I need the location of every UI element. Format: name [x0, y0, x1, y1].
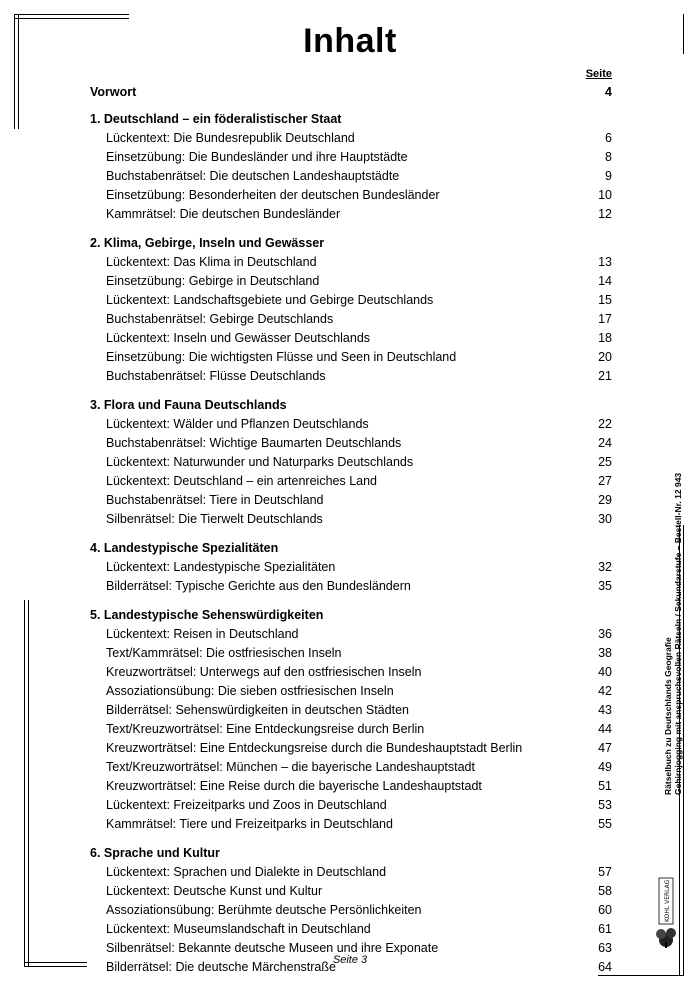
toc-entry-page: 55 — [598, 817, 612, 831]
toc-entry[interactable] — [90, 682, 612, 701]
toc-entry-page: 57 — [598, 865, 612, 879]
toc-entry-label: Lückentext: Deutsche Kunst und Kultur — [106, 884, 323, 898]
section-heading[interactable]: 3. Flora und Fauna Deutschlands — [90, 398, 287, 412]
toc-entry-label: Bilderrätsel: Typische Gerichte aus den Bundesländern — [106, 579, 411, 593]
toc-entry-label: Lückentext: Museumslandschaft in Deutschland — [106, 922, 371, 936]
tree-icon — [656, 928, 676, 948]
toc-entry-label: Assoziationsübung: Die sieben ostfriesischen Inseln — [106, 684, 394, 698]
toc-entry-page: 6 — [605, 131, 612, 145]
toc-section — [90, 105, 612, 224]
toc-entry-label: Einsetzübung: Die Bundesländer und ihre Hauptstädte — [106, 150, 408, 164]
publisher-logo-text: KOHL VERLAG — [664, 879, 671, 922]
toc-entry-label: Lückentext: Die Bundesrepublik Deutschland — [106, 131, 355, 145]
toc-entry-page: 44 — [598, 722, 612, 736]
toc-entry-page: 21 — [598, 369, 612, 383]
toc-entry-page: 49 — [598, 760, 612, 774]
section-heading[interactable]: 1. Deutschland – ein föderalistischer Staat — [90, 112, 342, 126]
toc-entry[interactable] — [90, 510, 612, 529]
toc-entry-page: 58 — [598, 884, 612, 898]
toc-entry-label: Buchstabenrätsel: Gebirge Deutschlands — [106, 312, 334, 326]
toc-entry[interactable] — [90, 253, 612, 272]
toc-entry[interactable] — [90, 863, 612, 882]
section-heading[interactable]: 4. Landestypische Spezialitäten — [90, 541, 279, 555]
toc-entry-page: 51 — [598, 779, 612, 793]
toc-entry-page: 9 — [605, 169, 612, 183]
toc-entry-page: 53 — [598, 798, 612, 812]
toc-entry-page: 36 — [598, 627, 612, 641]
toc-entry-page: 27 — [598, 474, 612, 488]
toc-entry-label: Kreuzworträtsel: Unterwegs auf den ostfriesischen Inseln — [106, 665, 422, 679]
toc-entry-page: 17 — [598, 312, 612, 326]
toc-entry-page: 32 — [598, 560, 612, 574]
toc-entry-label: Einsetzübung: Besonderheiten der deutschen Bundesländer — [106, 188, 440, 202]
page-column-header: Seite — [585, 68, 612, 80]
frame-right-vertical-inner — [683, 525, 684, 975]
toc-entry-page: 18 — [598, 331, 612, 345]
toc-entry[interactable] — [90, 739, 612, 758]
sidebar-publication-info — [663, 473, 683, 795]
toc-entry[interactable] — [90, 577, 612, 596]
toc-entry[interactable] — [90, 291, 612, 310]
frame-top-horizontal — [14, 14, 129, 15]
toc-entry-label: Text/Kreuzworträtsel: Eine Entdeckungsreise durch Berlin — [106, 722, 425, 736]
toc-entry[interactable] — [90, 415, 612, 434]
toc-entry[interactable] — [90, 720, 612, 739]
toc-entry[interactable] — [90, 129, 612, 148]
toc-entry[interactable] — [90, 272, 612, 291]
toc-entry[interactable] — [90, 148, 612, 167]
toc-entry[interactable] — [90, 663, 612, 682]
toc-entry[interactable] — [90, 558, 612, 577]
toc-entry-page: 25 — [598, 455, 612, 469]
frame-bottom-left-vertical-inner — [28, 600, 29, 966]
toc-entry-label: Lückentext: Sprachen und Dialekte in Deutschland — [106, 865, 387, 879]
toc-entry-page: 15 — [598, 293, 612, 307]
toc-entry[interactable] — [90, 796, 612, 815]
toc-entry-label: Lückentext: Wälder und Pflanzen Deutschlands — [106, 417, 369, 431]
toc-entry-label: Lückentext: Landestypische Spezialitäten — [106, 560, 336, 574]
frame-top-horizontal-inner — [14, 18, 129, 19]
toc-entry-page: 64 — [598, 960, 612, 974]
toc-entry-label: Kammrätsel: Tiere und Freizeitparks in Deutschland — [106, 817, 393, 831]
toc-entry-label: Lückentext: Inseln und Gewässer Deutschlands — [106, 331, 371, 345]
toc-entry[interactable] — [90, 701, 612, 720]
toc-entry-label: Einsetzübung: Die wichtigsten Flüsse und Seen in Deutschland — [106, 350, 457, 364]
toc-entry-page: 14 — [598, 274, 612, 288]
vorwort-page: 4 — [605, 85, 612, 99]
toc-entry-label: Assoziationsübung: Berühmte deutsche Persönlichkeiten — [106, 903, 422, 917]
toc-entry-label: Buchstabenrätsel: Wichtige Baumarten Deutschlands — [106, 436, 402, 450]
toc-entry-label: Lückentext: Das Klima in Deutschland — [106, 255, 317, 269]
toc-entry-page: 40 — [598, 665, 612, 679]
toc-entry-label: Lückentext: Landschaftsgebiete und Gebirge Deutschlands — [106, 293, 434, 307]
toc-entry-label: Silbenrätsel: Die Tierwelt Deutschlands — [106, 512, 323, 526]
toc-entry[interactable] — [90, 367, 612, 386]
toc-entry-label: Kreuzworträtsel: Eine Reise durch die bayerische Landeshauptstadt — [106, 779, 482, 793]
toc-entry-page: 10 — [598, 188, 612, 202]
toc-entry-label: Bilderrätsel: Die deutsche Märchenstraße — [106, 960, 336, 974]
toc-entry-page: 20 — [598, 350, 612, 364]
toc-entry[interactable] — [90, 186, 612, 205]
toc-entry-label: Buchstabenrätsel: Tiere in Deutschland — [106, 493, 324, 507]
toc-section — [90, 229, 612, 386]
section-heading[interactable]: 2. Klima, Gebirge, Inseln und Gewässer — [90, 236, 325, 250]
toc-entry[interactable] — [90, 310, 612, 329]
toc-entry-label: Buchstabenrätsel: Flüsse Deutschlands — [106, 369, 326, 383]
toc-entry[interactable] — [90, 167, 612, 186]
sidebar-book-subtitle: Gehirnjogging mit anspruchsvollen Rätseln / Sekundarstufe – Bestell-Nr. 12 943 — [673, 472, 683, 795]
toc-entry-label: Silbenrätsel: Bekannte deutsche Museen und ihre Exponate — [106, 941, 439, 955]
toc-entry[interactable] — [90, 205, 612, 224]
page-title: Inhalt — [303, 22, 397, 60]
toc-entry-label: Kreuzworträtsel: Eine Entdeckungsreise durch die Bundeshauptstadt Berlin — [106, 741, 523, 755]
toc-entry-label: Lückentext: Reisen in Deutschland — [106, 627, 299, 641]
page-footer: Seite 3 — [332, 954, 368, 966]
toc-entry[interactable] — [90, 777, 612, 796]
toc-entry-page: 13 — [598, 255, 612, 269]
section-heading[interactable]: 6. Sprache und Kultur — [90, 846, 220, 860]
toc-entry[interactable] — [90, 920, 612, 939]
toc-entry-label: Bilderrätsel: Sehenswürdigkeiten in deutschen Städten — [106, 703, 409, 717]
toc-entry-label: Einsetzübung: Gebirge in Deutschland — [106, 274, 320, 288]
publisher-logo — [655, 870, 677, 950]
toc-entry[interactable] — [90, 348, 612, 367]
toc-entry-page: 38 — [598, 646, 612, 660]
frame-bottom-horizontal — [24, 966, 87, 967]
toc-entry[interactable] — [90, 453, 612, 472]
toc-entry[interactable] — [90, 644, 612, 663]
vorwort-label: Vorwort — [90, 85, 137, 99]
toc-entry-page: 35 — [598, 579, 612, 593]
toc-entry-page: 43 — [598, 703, 612, 717]
toc-entry-label: Kammrätsel: Die deutschen Bundesländer — [106, 207, 341, 221]
toc-entry[interactable] — [90, 625, 612, 644]
toc-entry-page: 8 — [605, 150, 612, 164]
toc-entry-page: 60 — [598, 903, 612, 917]
toc-entry-label: Buchstabenrätsel: Die deutschen Landeshauptstädte — [106, 169, 400, 183]
toc-entry[interactable] — [90, 472, 612, 491]
toc-entry[interactable] — [90, 758, 612, 777]
toc-entry-page: 29 — [598, 493, 612, 507]
frame-bottom-left-vertical — [24, 600, 25, 966]
toc-entry-label: Lückentext: Deutschland – ein artenreiches Land — [106, 474, 378, 488]
toc-entry-label: Text/Kreuzworträtsel: München – die bayerische Landeshauptstadt — [106, 760, 475, 774]
toc-entry-page: 47 — [598, 741, 612, 755]
vorwort-row[interactable] — [90, 85, 612, 103]
table-of-contents — [90, 105, 612, 982]
toc-section — [90, 534, 612, 596]
toc-entry-page: 61 — [598, 922, 612, 936]
toc-entry-label: Lückentext: Freizeitparks und Zoos in Deutschland — [106, 798, 387, 812]
section-heading[interactable]: 5. Landestypische Sehenswürdigkeiten — [90, 608, 324, 622]
toc-entry-page: 63 — [598, 941, 612, 955]
toc-entry[interactable] — [90, 882, 612, 901]
toc-entry[interactable] — [90, 901, 612, 920]
toc-entry-page: 12 — [598, 207, 612, 221]
toc-section — [90, 391, 612, 529]
toc-section — [90, 601, 612, 834]
toc-entry[interactable] — [90, 329, 612, 348]
toc-entry[interactable] — [90, 815, 612, 834]
toc-entry-page: 30 — [598, 512, 612, 526]
toc-entry[interactable] — [90, 491, 612, 510]
toc-entry-label: Text/Kammrätsel: Die ostfriesischen Inseln — [106, 646, 342, 660]
toc-entry-label: Lückentext: Naturwunder und Naturparks Deutschlands — [106, 455, 414, 469]
toc-entry-page: 42 — [598, 684, 612, 698]
toc-entry[interactable] — [90, 434, 612, 453]
sidebar-book-title: Rätselbuch zu Deutschlands Geografie — [663, 637, 673, 795]
toc-entry-page: 22 — [598, 417, 612, 431]
toc-entry-page: 24 — [598, 436, 612, 450]
